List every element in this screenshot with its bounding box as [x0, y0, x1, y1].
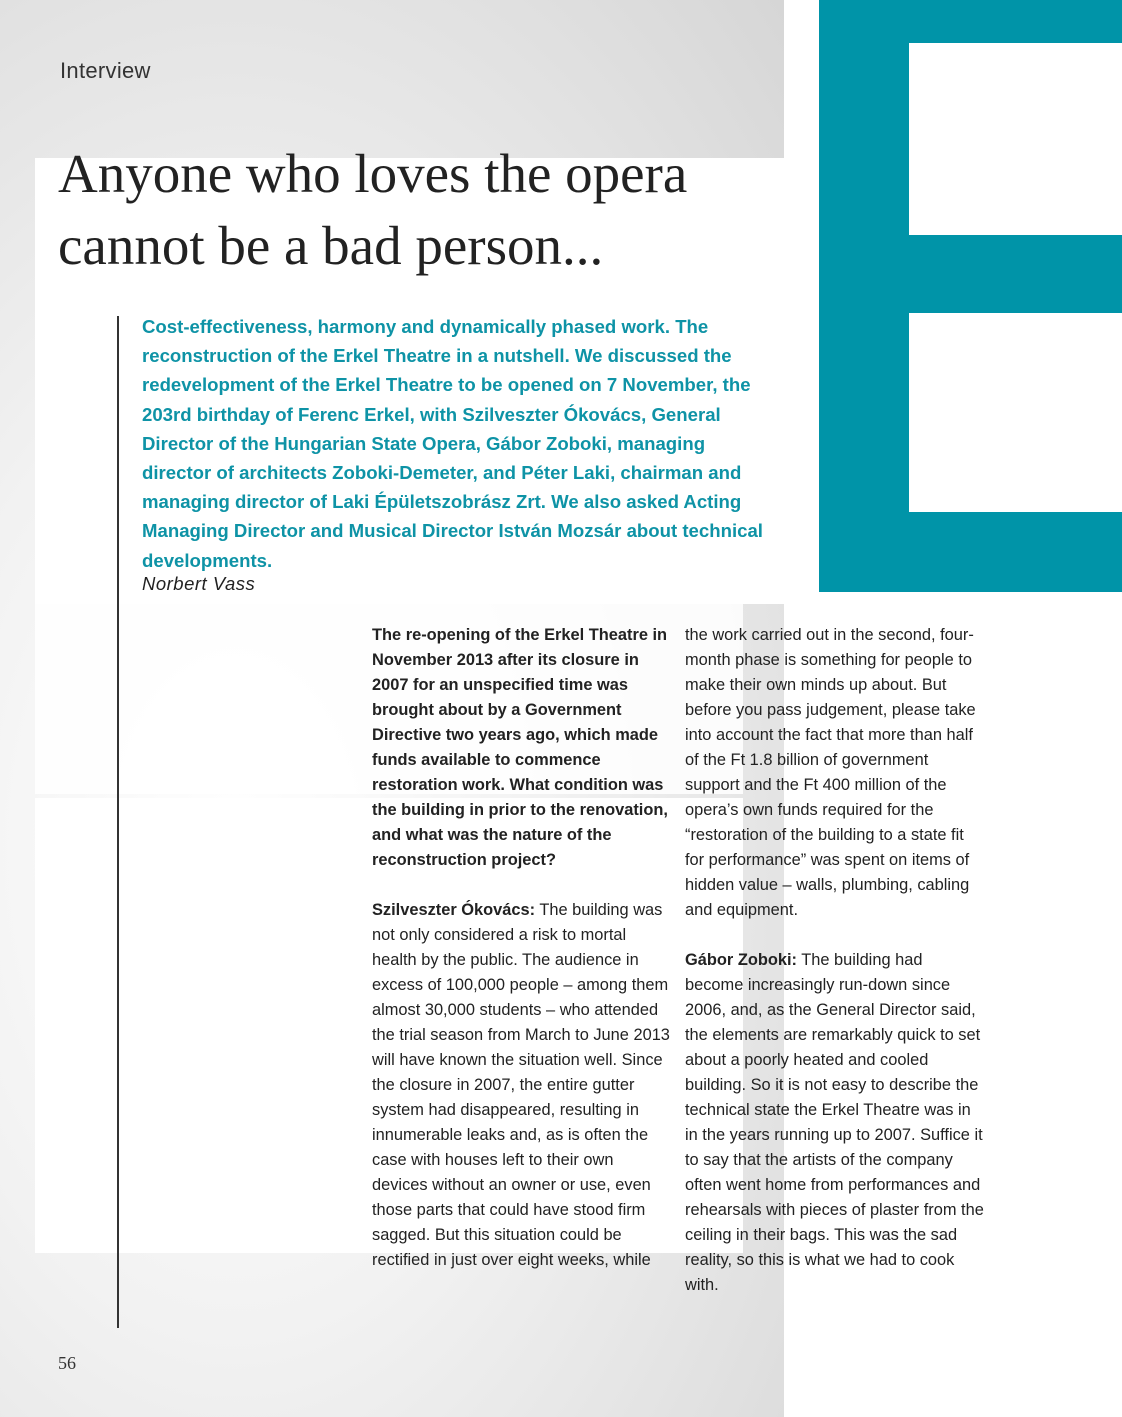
- lead-paragraph: Cost-effectiveness, harmony and dynamically phased work. The reconstruction of the Erkel Theatre in a nutshell. We discussed the redevelopment of the Erkel Theatre to be opened on 7 November, the 203rd birthday of Ferenc Erkel, with Szilveszter Ókovács, General Director of the Hungarian State Opera, Gábor Zoboki, managing director of architects Zoboki-Demeter, and Péter Laki, chairman and managing director of Laki Épületszobrász Zrt. We also asked Acting Managing Director and Musical Director István Mozsár about technical developments.: [142, 316, 763, 571]
- speaker-name: Gábor Zoboki:: [685, 951, 797, 969]
- interview-answer: [372, 898, 672, 1273]
- interview-question: The re-opening of the Erkel Theatre in November 2013 after its closure in 2007 for an unspecified time was brought about by a Government Directive two years ago, which made funds available to commence restoration work. What condition was the building in prior to the renovation, and what was the nature of the reconstruction project?: [372, 626, 668, 869]
- section-label: Interview: [60, 58, 151, 83]
- answer-continuation: the work carried out in the second, four-month phase is something for people to make their own minds up about. But before you pass judgement, please take into account the fact that more than half of the Ft 1.8 billion of government support and the Ft 400 million of the opera’s own funds required for the “restoration of the building to a state fit for performance” was spent on items of hidden value – walls, plumbing, cabling and equipment.: [685, 626, 976, 919]
- answer-text: The building had become increasingly run-down since 2006, and, as the General Director said, the elements are remarkably quick to set about a poorly heated and cooled building. So it is not easy to describe the technical state the Erkel Theatre was in in the years running up to 2007. Suffice it to say that the artists of the company often went home from performances and rehearsals with pieces of plaster from the ceiling in their bags. This was the sad reality, so this is what we had to cook with.: [685, 951, 984, 1294]
- author-byline: Norbert Vass: [142, 573, 256, 594]
- decorative-letter-e-notch: [909, 43, 1122, 235]
- speaker-name: Szilveszter Ókovács:: [372, 901, 536, 919]
- article-column-1: [372, 623, 672, 1273]
- headline: Anyone who loves the opera cannot be a bad person...: [58, 143, 688, 276]
- decorative-letter-e-notch: [909, 313, 1122, 512]
- vertical-rule: [117, 316, 119, 1328]
- page-number: 56: [58, 1353, 76, 1373]
- interview-answer: [685, 948, 985, 1298]
- article-column-2: [685, 623, 985, 1298]
- answer-text: The building was not only considered a risk to mortal health by the public. The audience in excess of 100,000 people – among them almost 30,000 students – who attended the trial season from March to June 2013 will have known the situation well. Since the closure in 2007, the entire gutter system had disappeared, resulting in innumerable leaks and, as is often the case with houses left to their own devices without an owner or use, even those parts that could have stood firm sagged. But this situation could be rectified in just over eight weeks, while: [372, 901, 670, 1269]
